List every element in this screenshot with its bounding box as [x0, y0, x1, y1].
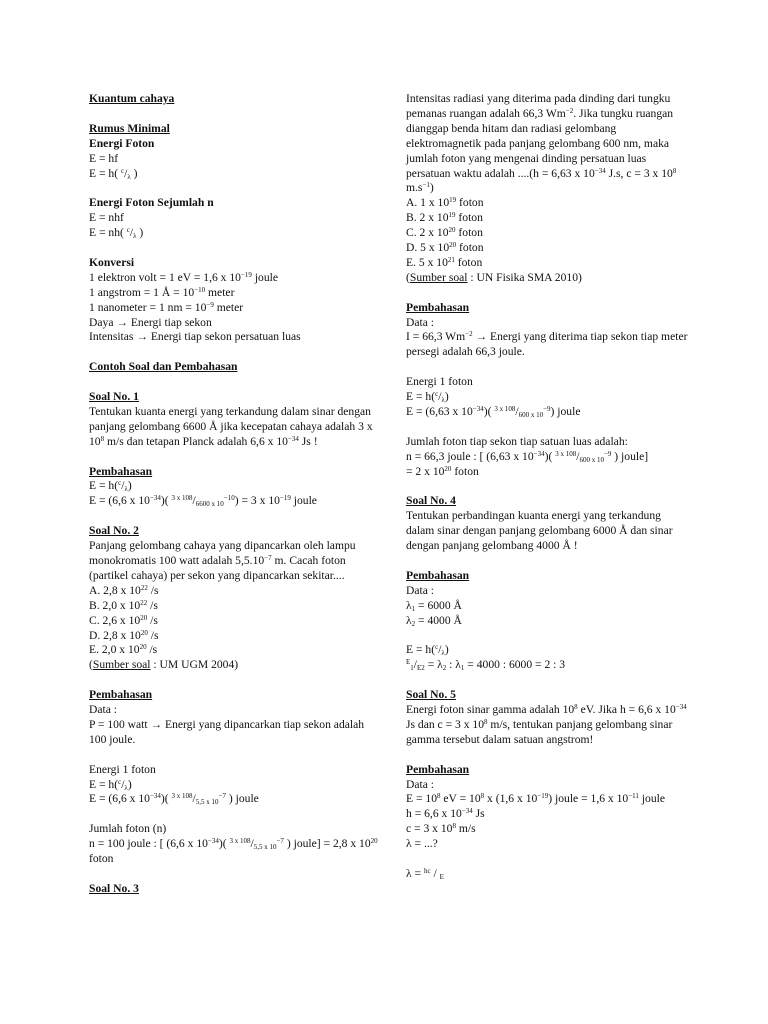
spacer — [406, 629, 690, 644]
text-line: = 2 x $10^{20}$ foton — [406, 464, 479, 478]
section-heading: Pembahasan — [89, 464, 153, 478]
text-line: 1 nanometer = 1 nm = $10^{-9}$ meter — [89, 300, 244, 314]
spacer — [406, 554, 690, 569]
spacer — [406, 852, 690, 867]
text-line: Energi Foton Sejumlah n — [89, 196, 214, 210]
spacer — [89, 375, 381, 390]
text-line: E = (6,6 x $10^{-34}$)( $^{3 x 108}/_{6600 x 10}^{-10}) = 3$ x $10^{-19}$ joule — [89, 494, 317, 509]
section-heading: Pembahasan — [406, 300, 470, 314]
spacer — [89, 748, 381, 763]
text-line: Energi 1 foton — [89, 762, 156, 776]
section-heading: Soal No. 3 — [89, 881, 139, 895]
spacer — [89, 867, 381, 882]
text-line: A. 2,8 x $10^{22}$ /s — [89, 583, 159, 597]
right-column — [406, 92, 690, 882]
section-heading: Soal No. 2 — [89, 524, 139, 538]
text-line: Data : — [406, 315, 435, 329]
text-line: λ = ...? — [406, 837, 438, 851]
section-heading: Kuantum cahaya — [89, 92, 175, 105]
text-line: I = 66,3 $Wm^{-2}$ → Energi yang diterima tiap sekon tiap meter persegi adalah 66,3 joule. — [406, 330, 688, 359]
section-heading: Rumus Minimal — [89, 121, 170, 135]
text-line: Daya → Energi tiap sekon — [89, 315, 212, 329]
text-line: E. 2,0 x $10^{20}$ /s — [89, 643, 158, 657]
text-line: Energi foton sinar gamma adalah $10^8$ eV. Jika h = 6,6 x $10^{-34}$ Js dan c = 3 x $10^8$ m/s, tentukan panjang gelombang sinar gamma tersebut dalam satuan angstrom! — [406, 703, 687, 746]
text-line: Jumlah foton (n) — [89, 822, 167, 836]
text-line: h = 6,6 x $10^{-34}$ Js — [406, 807, 485, 821]
text-line: P = 100 watt → Energi yang dipancarkan tiap sekon adalah 100 joule. — [89, 717, 365, 746]
text-line: D. 2,8 x $10^{20}$ /s — [89, 628, 159, 642]
spacer — [89, 107, 381, 122]
spacer — [406, 748, 690, 763]
left-column — [89, 92, 381, 897]
text-line: B. 2,0 x $10^{22}$ /s — [89, 598, 158, 612]
text-line: n = 66,3 joule : [ (6,63 x $10^{-34}$)( $^{3 x 108}/_{600 x 10}^{-9}$ ) joule] — [406, 449, 649, 464]
text-line: $E = 10^8$ eV = $10^8$ x (1,6 x $10^{-19}$) joule = 1,6 x $10^{-11}$ joule — [406, 792, 666, 806]
text-line: λ = $^{hc}$ / $_E$ — [406, 866, 444, 881]
text-line: (Sumber soal : UM UGM 2004) — [89, 658, 239, 672]
text-line: E = hf — [89, 151, 119, 165]
text-line: $E = h(^c/_\lambda)$ — [89, 777, 132, 792]
text-line: $\lambda_2 = 4000$ Å — [406, 613, 462, 628]
text-line: E = (6,63 x $10^{-34}$)( $^{3 x 108}/_{600 x 10}^{-9}$) joule — [406, 405, 581, 419]
text-line: Intensitas → Energi tiap sekon persatuan luas — [89, 330, 301, 344]
spacer — [406, 420, 690, 435]
text-line: E = nhf — [89, 211, 124, 225]
text-line: E = (6,6 x $10^{-34}$)( $^{3 x 108}/_{5,5 x 10}^{-7}$ ) joule — [89, 792, 259, 807]
section-heading: Soal No. 1 — [89, 390, 139, 404]
spacer — [89, 807, 381, 822]
section-heading: Pembahasan — [406, 568, 470, 582]
text-line: D. 5 x $10^{20}$ foton — [406, 241, 484, 255]
text-line: E = nh( $^c/_\lambda$ ) — [89, 226, 144, 241]
text-line: A. 1 x $10^{19}$ foton — [406, 196, 484, 210]
text-line: n = 100 joule : [ (6,6 x $10^{-34}$)( $^{3 x 108}/_{5,5 x 10}^{-7}$ ) joule] = 2,8 x $10^{20}$ foton — [89, 837, 378, 866]
spacer — [89, 450, 381, 465]
section-heading: Soal No. 5 — [406, 688, 456, 702]
text-line: (Sumber soal : UN Fisika SMA 2010) — [406, 270, 582, 284]
spacer — [406, 673, 690, 688]
text-line: Energi Foton — [89, 136, 155, 150]
spacer — [406, 480, 690, 495]
text-line: Data : — [89, 703, 118, 717]
text-line: Data : — [406, 777, 435, 791]
text-line: B. 2 x $10^{19}$ foton — [406, 211, 483, 225]
text-line: 1 elektron volt = 1 eV = 1,6 x $10^{-19}$ joule — [89, 270, 279, 284]
text-line: Data : — [406, 583, 435, 597]
text-line: Tentukan kuanta energi yang terkandung dalam sinar dengan panjang gelombang 6600 Å jika kecepatan cahaya adalah 3 x $10^8$ m/s dan tetapan Planck adalah 6,6 x $10^{-34}$ Js ! — [89, 404, 373, 448]
text-line: Energi 1 foton — [406, 375, 473, 389]
text-line: E = h( $^c/_\lambda$ ) — [89, 166, 138, 181]
text-line: Panjang gelombang cahaya yang dipancarkan oleh lampu monokromatis 100 watt adalah $5,5.10^{-7}$ m. Cacah foton (partikel cahaya) per sekon yang dipancarkan sekitar.... — [89, 539, 356, 582]
text-line: $E = h(^c/_\lambda)$ — [406, 643, 449, 658]
text-line: $E = h(^c/_\lambda)$ — [89, 479, 132, 494]
text-line: 1 angstrom = 1 Å = $10^{-10}$ meter — [89, 285, 235, 299]
text-line: Jumlah foton tiap sekon tiap satuan luas adalah: — [406, 434, 628, 448]
text-line: c = 3 x $10^8$ m/s — [406, 822, 476, 836]
text-line: C. 2,6 x $10^{20}$ /s — [89, 613, 158, 627]
spacer — [89, 673, 381, 688]
section-heading: Pembahasan — [406, 762, 470, 776]
spacer — [406, 360, 690, 375]
section-heading: Soal No. 4 — [406, 494, 456, 508]
text-line: E. 5 x $10^{21}$ foton — [406, 255, 483, 269]
text-line: Tentukan perbandingan kuanta energi yang terkandung dalam sinar dengan panjang gelombang 6000 Å dan sinar dengan panjang gelombang 4000 Å ! — [406, 509, 673, 553]
spacer — [89, 509, 381, 524]
spacer — [89, 241, 381, 256]
spacer — [89, 345, 381, 360]
text-line: $^E_1/_{E2} = \lambda_2$ : $\lambda_1 = 4000$ : 6000 = 2 : 3 — [406, 658, 566, 673]
text-line: C. 2 x $10^{20}$ foton — [406, 226, 483, 240]
section-heading: Pembahasan — [89, 688, 153, 702]
text-line: Intensitas radiasi yang diterima pada dinding dari tungku pemanas ruangan adalah 66,3 $Wm^{-2}$. Jika tungku ruangan dianggap benda hitam dan radiasi gelombang elektromagnetik pada panjang gelombang 600 nm, maka jumlah foton yang mengenai dinding persatuan luas persatuan waktu adalah ....(h = 6,63 x $10^{-34}$ J.s, c = 3 x $10^8$ $m.s^{-1}$) — [406, 92, 677, 195]
spacer — [406, 286, 690, 301]
section-heading: Contoh Soal dan Pembahasan — [89, 360, 238, 374]
spacer — [89, 181, 381, 196]
text-line: Konversi — [89, 255, 135, 269]
text-line: $E = h(^c/_\lambda)$ — [406, 390, 449, 405]
text-line: $\lambda_1 = 6000$ Å — [406, 598, 462, 613]
